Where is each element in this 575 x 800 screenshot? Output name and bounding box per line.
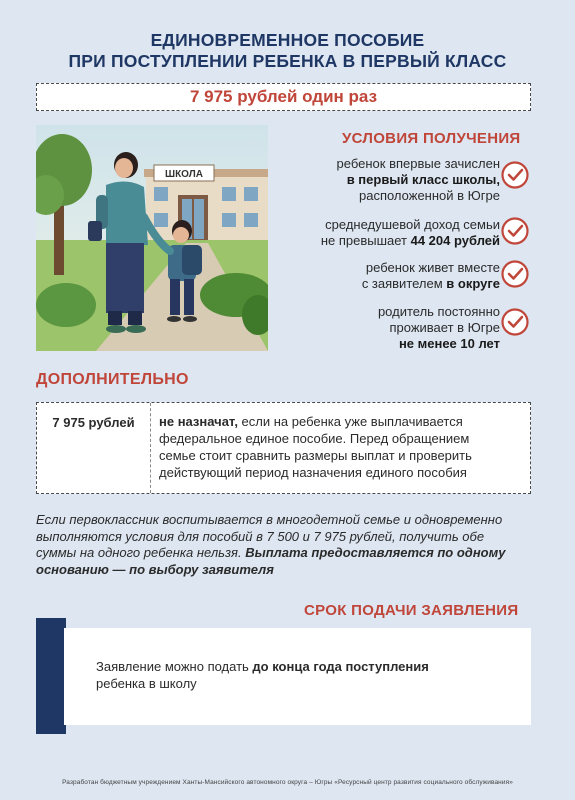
- note-bold-2: основанию — по выбору заявителя: [36, 561, 274, 577]
- condition-2: [321, 217, 500, 249]
- additional-line-2: федеральное единое пособие. Перед обращением: [159, 431, 470, 446]
- mother-child-school-image: [36, 125, 268, 351]
- deadline-line-1: Заявление можно подать: [96, 659, 253, 674]
- condition-3-region: в округе: [446, 276, 500, 291]
- deadline-heading: СРОК ПОДАЧИ ЗАЯВЛЕНИЯ: [304, 602, 519, 619]
- note-bold-1: Выплата предоставляется по одному: [245, 545, 506, 560]
- condition-2-income-limit: 44 204 рублей: [410, 233, 500, 248]
- condition-1-line-3: расположенной в Югре: [358, 188, 500, 203]
- condition-3-line-1: ребенок живет вместе: [365, 260, 500, 275]
- note-line-3: суммы на одного ребенка нельзя.: [36, 545, 246, 560]
- school-illustration: [36, 125, 268, 351]
- condition-2-line-1: среднедушевой доход семьи: [325, 217, 500, 232]
- condition-4: [378, 304, 500, 352]
- page-title: [0, 30, 575, 72]
- condition-1-line-1: ребенок впервые зачислен: [336, 156, 500, 171]
- check-icon: [500, 259, 530, 289]
- conditions-heading: УСЛОВИЯ ПОЛУЧЕНИЯ: [342, 130, 521, 147]
- condition-1-line-2: в первый класс школы,: [346, 172, 500, 187]
- deadline-accent-bar: [36, 618, 66, 734]
- additional-info-table: [36, 402, 531, 494]
- note-line-2: выполняются условия для пособий в 7 500 и 7 975 рублей, получить обе: [36, 528, 485, 544]
- deadline-box: [64, 628, 531, 725]
- title-line-1: ЕДИНОВРЕМЕННОЕ ПОСОБИЕ: [150, 30, 425, 50]
- condition-1: [337, 156, 500, 204]
- condition-4-line-3: не менее 10 лет: [398, 336, 500, 351]
- deadline-text: [96, 658, 516, 692]
- condition-3-line-2: с заявителем: [361, 276, 447, 291]
- check-icon: [500, 307, 530, 337]
- large-family-note: [36, 512, 536, 578]
- school-sign: ШКОЛА: [165, 169, 203, 180]
- condition-2-line-2: не превышает: [320, 233, 411, 248]
- additional-line-3: семье стоит сравнить размеры выплат и проверить: [159, 448, 472, 463]
- additional-heading: ДОПОЛНИТЕЛЬНО: [36, 371, 189, 388]
- additional-not-assigned: не назначат,: [159, 414, 238, 429]
- deadline-line-2: ребенка в школу: [96, 676, 197, 691]
- additional-line-4: действующий период назначения единого пособия: [159, 465, 467, 480]
- note-line-1: Если первоклассник воспитывается в многодетной семье и одновременно: [36, 512, 503, 527]
- condition-3: [362, 260, 500, 292]
- amount-banner: [36, 83, 531, 111]
- deadline-bold: до конца года поступления: [252, 659, 429, 674]
- condition-4-line-2: проживает в Югре: [389, 320, 500, 335]
- additional-line-1: если на ребенка уже выплачивается: [237, 414, 463, 429]
- check-icon: [500, 216, 530, 246]
- footer-credit: Разработан бюджетным учреждением Ханты-Мансийского автономного округа – Югры «Ресурсный центр развития социального обслуживания»: [62, 779, 513, 786]
- title-line-2: ПРИ ПОСТУПЛЕНИИ РЕБЕНКА В ПЕРВЫЙ КЛАСС: [68, 51, 507, 71]
- check-icon: [500, 160, 530, 190]
- amount-text: 7 975 рублей один раз: [189, 87, 378, 106]
- additional-description: [159, 413, 519, 481]
- condition-4-line-1: родитель постоянно: [377, 304, 500, 319]
- additional-amount: 7 975 рублей: [37, 403, 151, 493]
